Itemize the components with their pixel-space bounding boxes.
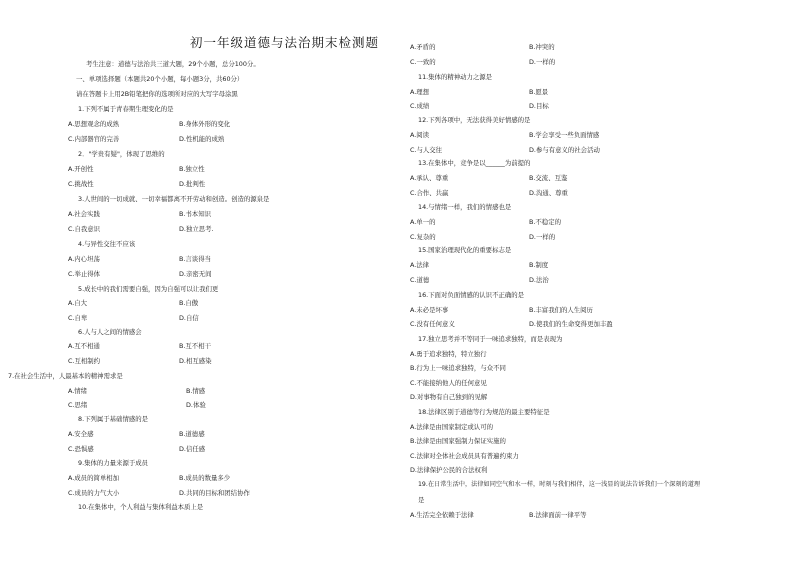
q15-option-c: C.道德 <box>410 276 430 284</box>
question-12: 12.下列各项中，无法获得美好情感的是 <box>418 116 531 124</box>
question-17: 17.独立思考并不等同于一味追求独特，而是表现为 <box>418 335 563 343</box>
q3-option-a: A.社会实践 <box>68 210 100 218</box>
question-15: 15.国家治理现代化的重要标志是 <box>418 246 512 254</box>
q8-option-d: D.信任感 <box>179 445 206 453</box>
q16-option-a: A.未必是坏事 <box>410 306 449 314</box>
q18-option-a: A.法律是由国家制定或认可的 <box>410 423 493 431</box>
q18-option-d: D.法律保护公民的合法权利 <box>410 466 488 474</box>
q11-option-b: B.愿景 <box>529 88 549 96</box>
q16-option-c: C.没有任何意义 <box>410 320 455 328</box>
q9-option-b: B.成员的数量多少 <box>179 474 231 482</box>
q7-option-b: B.情感 <box>186 387 206 395</box>
q13-option-b: B.交流、互鉴 <box>529 174 568 182</box>
q6-option-d: D.相互感染 <box>179 357 212 365</box>
question-8: 8.下列属于基础情感的是 <box>78 415 149 423</box>
q10-option-a: A.矛盾的 <box>410 43 436 51</box>
q11-option-d: D.目标 <box>529 102 549 110</box>
q9-option-c: C.成员的力气大小 <box>68 489 120 497</box>
question-2: 2．"学贵有疑"，体现了思维的 <box>78 150 165 158</box>
q10-option-b: B.冲突的 <box>529 43 555 51</box>
intro-line-3: 请在答题卡上用2B铅笔把你的选项所对应的大写字母涂黑 <box>76 90 238 98</box>
q11-option-a: A.理想 <box>410 88 430 96</box>
question-7: 7.在社会生活中，人最基本的精神需求是 <box>8 372 123 380</box>
question-5: 5.成长中的我们需要自强，因为自强可以让我们更 <box>78 285 219 293</box>
q14-option-a: A.单一的 <box>410 218 436 226</box>
q4-option-a: A.内心坦荡 <box>68 255 100 263</box>
q12-option-d: D.参与有意义的社会活动 <box>529 146 600 154</box>
q15-option-d: D.法治 <box>529 276 549 284</box>
q14-option-d: D.一样的 <box>529 233 556 241</box>
q10-option-d: D.一样的 <box>529 58 556 66</box>
q17-option-d: D.对事物有自己独到的见解 <box>410 393 488 401</box>
q11-option-c: C.成绩 <box>410 102 430 110</box>
q19-option-a: A.生活完全依赖于法律 <box>410 511 474 519</box>
question-3: 3.人世间的一切成就、一切幸福都离不开劳动和创造。创造的源泉是 <box>78 195 270 203</box>
q5-option-a: A.自大 <box>68 299 88 307</box>
q17-option-c: C.不能接纳他人的任何意见 <box>410 379 487 387</box>
q2-option-d: D.批判性 <box>179 180 206 188</box>
q15-option-a: A.法律 <box>410 261 430 269</box>
q1-option-d: D.性机能的成熟 <box>179 135 225 143</box>
q1-option-b: B.身体外形的变化 <box>179 120 231 128</box>
q9-option-a: A.成员的简单相加 <box>68 474 120 482</box>
q17-option-a: A.勇于追求独特，特立独行 <box>410 350 487 358</box>
page-title: 初一年级道德与法治期末检测题 <box>190 35 380 50</box>
question-11: 11.集体的精神动力之源是 <box>418 73 493 81</box>
q4-option-b: B.言谈得当 <box>179 255 211 263</box>
q1-option-a: A.思想观念的成熟 <box>68 120 120 128</box>
q18-option-c: C.法律对全体社会成员具有普遍约束力 <box>410 452 519 460</box>
q12-option-b: B.学会享受一些负面情感 <box>529 131 600 139</box>
question-4: 4.与异性交往不应该 <box>78 240 136 248</box>
intro-line-1: 考生注意：道德与法治共三道大题，29个小题，总分100分。 <box>86 60 260 68</box>
q2-option-b: B.独立性 <box>179 165 205 173</box>
q5-option-b: B.自傲 <box>179 299 199 307</box>
q16-option-d: D.使我们的生命变得更加丰盈 <box>529 320 613 328</box>
q13-option-c: C.合作、共赢 <box>410 189 449 197</box>
q12-option-a: A.阅读 <box>410 131 430 139</box>
q9-option-d: D.共同的目标和团结协作 <box>179 489 250 497</box>
question-1: 1.下列不属于青春期生理变化的是 <box>78 105 174 113</box>
q2-option-a: A.开创性 <box>68 165 94 173</box>
q18-option-b: B.法律是由国家强制力保证实施的 <box>410 437 506 445</box>
q5-option-d: D.自信 <box>179 314 199 322</box>
q8-option-c: C.恐惧感 <box>68 445 94 453</box>
q14-option-c: C.复杂的 <box>410 233 436 241</box>
q16-option-b: B.丰富我们的人生阅历 <box>529 306 593 314</box>
q6-option-a: A.互不相通 <box>68 342 100 350</box>
q7-option-a: A.情绪 <box>68 387 88 395</box>
q8-option-b: B.道德感 <box>179 430 205 438</box>
q13-option-d: D.沟通、尊重 <box>529 189 568 197</box>
q1-option-c: C.内部器官的完善 <box>68 135 120 143</box>
q3-option-d: D.独立思考. <box>179 225 214 233</box>
q17-option-b: B.行为上一味追求独特，与众不同 <box>410 364 506 372</box>
q7-option-c: C.思绪 <box>68 401 88 409</box>
question-19: 19.在日常生活中，法律如同空气和水一样，时刻与我们相伴，这一浅显的说法告诉我们一个深刻的道理 <box>418 481 701 488</box>
question-16: 16.下面对负面情感的认识不正确的是 <box>418 291 525 299</box>
q6-option-b: B.互不相干 <box>179 342 211 350</box>
q10-option-c: C.一致的 <box>410 58 436 66</box>
question-18: 18.法律区别于道德等行为规范的最主要特征是 <box>418 408 550 416</box>
question-6: 6.人与人之间的情感会 <box>78 328 142 336</box>
q15-option-b: B.制度 <box>529 261 549 269</box>
question-13: 13.在集体中，竞争是以______为前提的 <box>418 159 531 167</box>
q8-option-a: A.安全感 <box>68 430 94 438</box>
question-19-continued: 是 <box>418 496 425 504</box>
q4-option-c: C.举止得体 <box>68 270 101 278</box>
question-14: 14.与情绪一样，我们的情感也是 <box>418 203 512 211</box>
q6-option-c: C.互相制约 <box>68 357 101 365</box>
q7-option-d: D.体验 <box>186 401 206 409</box>
q3-option-c: C.自我意识 <box>68 225 101 233</box>
intro-line-2: 一、单项选择题（本题共20个小题，每小题3分，共60分） <box>76 75 244 83</box>
q14-option-b: B.不稳定的 <box>529 218 561 226</box>
q19-option-b: B.法律面前一律平等 <box>529 511 587 519</box>
question-9: 9.集体的力量来源于成员 <box>78 459 149 467</box>
question-10: 10.在集体中，个人利益与集体利益本质上是 <box>78 503 204 511</box>
q5-option-c: C.自卑 <box>68 314 88 322</box>
q4-option-d: D.亲密无间 <box>179 270 212 278</box>
q2-option-c: C.挑战性 <box>68 180 94 188</box>
q12-option-c: C.与人交往 <box>410 146 443 154</box>
q3-option-b: B.书本知识 <box>179 210 211 218</box>
q13-option-a: A.承认、尊重 <box>410 174 449 182</box>
